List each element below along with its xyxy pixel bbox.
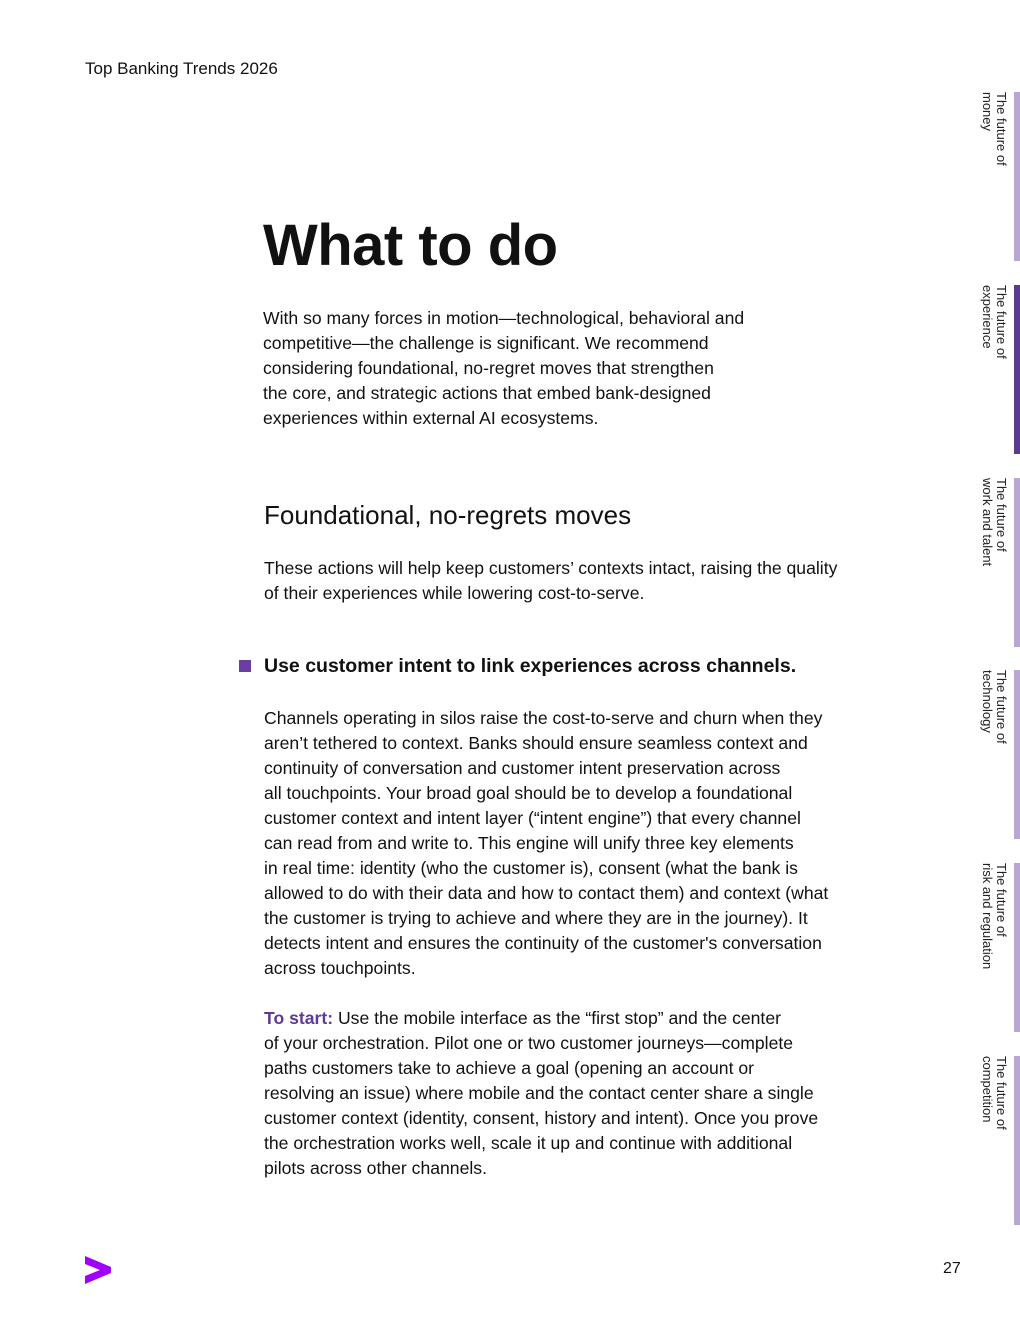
section-heading: Foundational, no-regrets moves bbox=[264, 500, 632, 530]
side-tab-bar bbox=[1014, 478, 1020, 647]
page-number: 27 bbox=[943, 1260, 961, 1277]
side-tab-label: The future of work and talent bbox=[980, 478, 1009, 567]
page-title: What to do bbox=[263, 213, 558, 278]
side-tab-label: The future of experience bbox=[980, 285, 1009, 359]
to-start-label: To start: bbox=[264, 1008, 334, 1028]
square-bullet-icon bbox=[239, 660, 251, 672]
side-tab-competition[interactable] bbox=[975, 1056, 1020, 1225]
side-tab-experience[interactable] bbox=[975, 285, 1020, 454]
to-start-paragraph bbox=[264, 1006, 818, 1181]
side-tab-risk-and-regulation[interactable] bbox=[975, 863, 1020, 1032]
section-intro: These actions will help keep customers’ contexts intact, raising the quality of their experiences while lowering cost-to-serve. bbox=[264, 558, 838, 603]
side-tab-bar bbox=[1014, 285, 1020, 454]
to-start-body: Use the mobile interface as the “first stop” and the center of your orchestration. Pilot one or two customer journeys—complete paths customers take to achieve a goal (opening an account or resolving an issue) where mobile and the contact center share a single customer context (identity, consent, history and intent). Once you prove the orchestration works well, scale it up and continue with additional pilots across other channels. bbox=[264, 1008, 819, 1178]
side-tab-bar bbox=[1014, 92, 1020, 261]
item-body: Channels operating in silos raise the cost-to-serve and churn when they aren’t tethered to context. Banks should ensure seamless context and continuity of conversation and customer intent preservation across all touchpoints. Your broad goal should be to develop a foundational customer context and intent layer (“intent engine”) that every channel can read from and write to. This engine will unify three key elements in real time: identity (who the customer is), consent (what the bank is allowed to do with their data and how to contact them) and context (what the customer is trying to achieve and where they are in the journey). It detects intent and ensures the continuity of the customer's conversation across touchpoints. bbox=[264, 708, 829, 978]
side-tab-label: The future of risk and regulation bbox=[980, 863, 1009, 970]
side-tab-bar bbox=[1014, 670, 1020, 839]
document-header: Top Banking Trends 2026 bbox=[85, 59, 278, 78]
intro-paragraph: With so many forces in motion—technological, behavioral and competitive—the challenge is significant. We recommend considering foundational, no-regret moves that strengthen the core, and strategic actions that embed bank-designed experiences within external AI ecosystems. bbox=[263, 308, 745, 428]
item-heading: Use customer intent to link experiences across channels. bbox=[264, 655, 797, 677]
side-tab-label: The future of competition bbox=[980, 1056, 1009, 1130]
side-tab-technology[interactable] bbox=[975, 670, 1020, 839]
side-tab-label: The future of money bbox=[980, 92, 1009, 166]
side-tab-label: The future of technology bbox=[980, 670, 1009, 744]
side-tab-bar bbox=[1014, 1056, 1020, 1225]
side-tab-money[interactable] bbox=[975, 92, 1020, 261]
side-tab-work-and-talent[interactable] bbox=[975, 478, 1020, 647]
side-tab-bar bbox=[1014, 863, 1020, 1032]
accenture-logo-icon bbox=[85, 1256, 111, 1284]
